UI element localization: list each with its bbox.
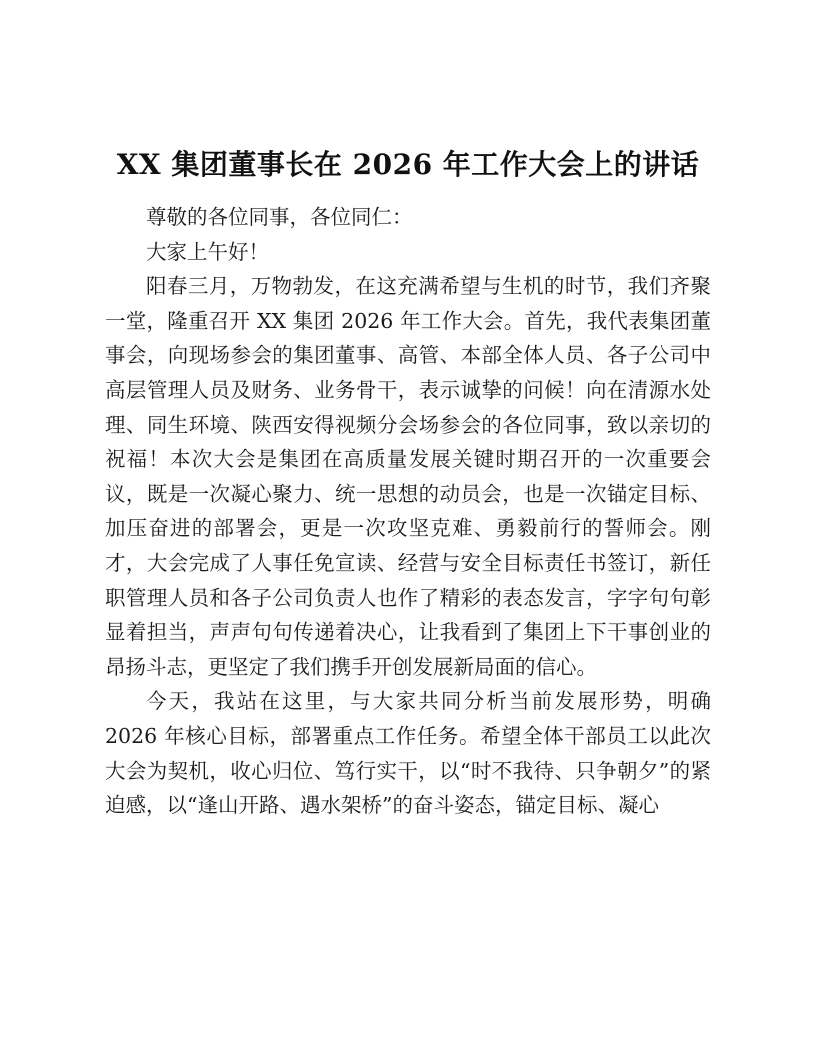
- document-title: XX 集团董事长在 2026 年工作大会上的讲话: [116, 148, 700, 181]
- salutation-paragraph: 尊敬的各位同事，各位同仁：: [146, 205, 413, 229]
- greeting-paragraph: 大家上午好！: [146, 239, 269, 264]
- purpose-paragraph: 今天，我站在这里，与大家共同分析当前发展形势，明确 2026 年核心目标，部署重点工作任务。希望全体干部员工以此次大会为契机，收心归位、笃行实干，以“时不我待、只争朝夕”的紧迫感，以“逢山开路、遇水架桥”的奋斗姿态，锚定目标、凝心: [105, 689, 711, 818]
- document-body: [105, 200, 711, 823]
- opening-paragraph: 阳春三月，万物勃发，在这充满希望与生机的时节，我们齐聚一堂，隆重召开 XX 集团 2026 年工作大会。首先，我代表集团董事会，向现场参会的集团董事、高管、本部全体人员、各子公司中高层管理人员及财务、业务骨干，表示诚挚的问候！向在清源水处理、同生环境、陕西安得视频分会场参会的各位同事，致以亲切的祝福！本次大会是集团在高质量发展关键时期召开的一次重要会议，既是一次凝心聚力、统一思想的动员会，也是一次锚定目标、加压奋进的部署会，更是一次攻坚克难、勇毅前行的誓师会。刚才，大会完成了人事任免宣读、经营与安全目标责任书签订，新任职管理人员和各子公司负责人也作了精彩的表态发言，字字句句彰显着担当，声声句句传递着决心，让我看到了集团上下干事创业的昂扬斗志，更坚定了我们携手开创发展新局面的信心。: [105, 274, 711, 679]
